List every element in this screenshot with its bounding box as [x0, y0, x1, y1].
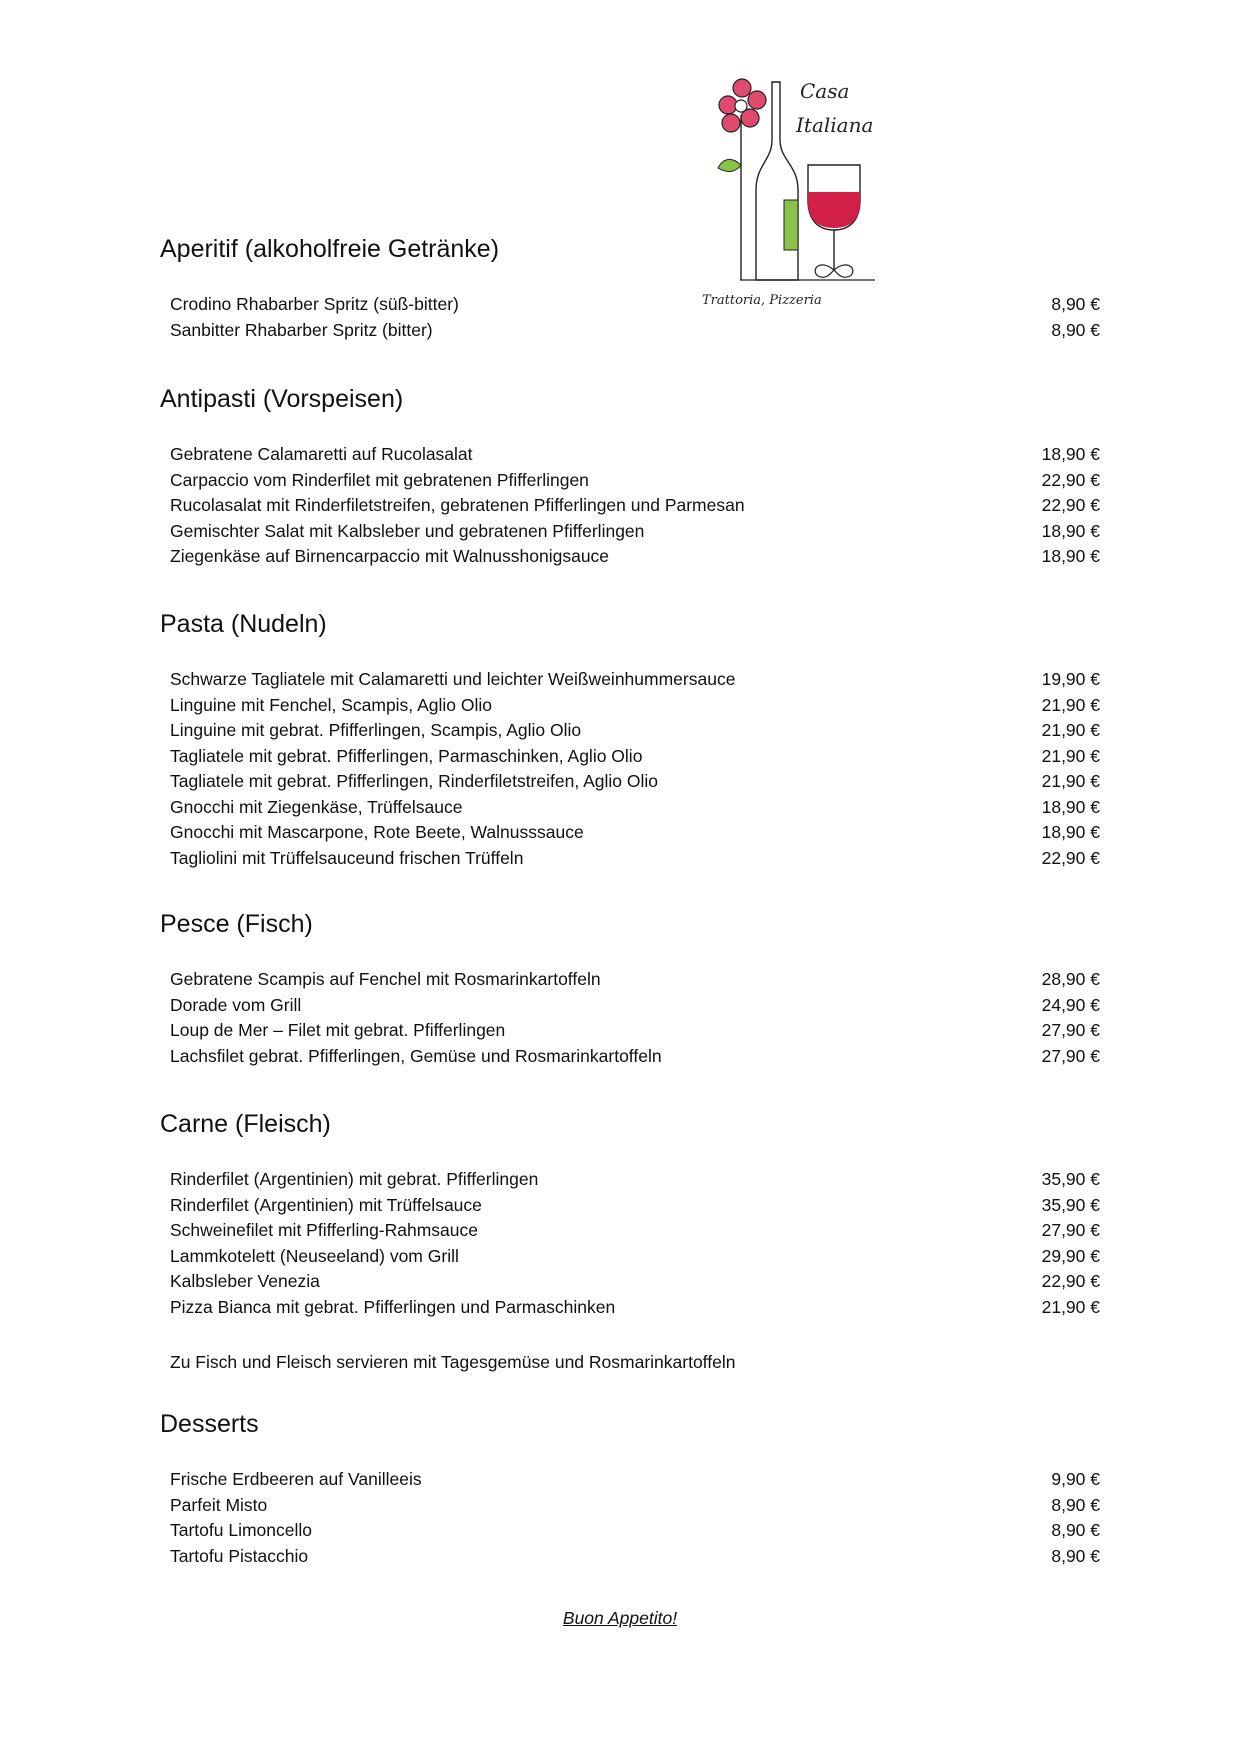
section-pesce: [160, 910, 1100, 1069]
item-name: Lammkotelett (Neuseeland) vom Grill: [170, 1245, 459, 1266]
menu-item: [160, 1193, 1100, 1219]
menu-item: [160, 468, 1100, 494]
item-name: Gebratene Calamaretti auf Rucolasalat: [170, 444, 473, 464]
item-price: 8,90 €: [1051, 1520, 1100, 1540]
item-price: 21,90 €: [1041, 720, 1100, 740]
item-price: 9,90 €: [1051, 1469, 1100, 1489]
menu-item: [160, 1044, 1100, 1070]
item-price: 29,90 €: [1041, 1245, 1100, 1266]
item-price: 18,90 €: [1041, 796, 1100, 817]
item-name: Sanbitter Rhabarber Spritz (bitter): [170, 319, 433, 340]
item-name: Linguine mit Fenchel, Scampis, Aglio Olio: [170, 694, 492, 715]
item-price: 35,90 €: [1041, 1169, 1100, 1189]
item-name: Ziegenkäse auf Birnencarpaccio mit Walnusshonigsauce: [170, 546, 610, 566]
item-price: 22,90 €: [1041, 495, 1100, 515]
item-name: Parfeit Misto: [170, 1494, 268, 1515]
item-price: 8,90 €: [1051, 1545, 1100, 1566]
item-name: Tagliolini mit Trüffelsauceund frischen Trüffeln: [170, 847, 524, 868]
section-title: Antipasti (Vorspeisen): [160, 385, 404, 413]
item-name: Tagliatele mit gebrat. Pfifferlingen, Parmaschinken, Aglio Olio: [170, 745, 643, 766]
menu-item: [160, 1295, 1100, 1321]
item-price: 8,90 €: [1051, 294, 1100, 314]
section-aperitif: [160, 235, 1100, 343]
item-name: Schweinefilet mit Pfifferling-Rahmsauce: [170, 1220, 479, 1240]
section-carne: [160, 1110, 1100, 1320]
item-price: 22,90 €: [1041, 847, 1100, 868]
item-name: Linguine mit gebrat. Pfifferlingen, Scampis, Aglio Olio: [170, 720, 582, 740]
item-name: Schwarze Tagliatele mit Calamaretti und leichter Weißweinhummersauce: [170, 669, 736, 689]
section-title: Carne (Fleisch): [160, 1110, 331, 1138]
item-price: 21,90 €: [1041, 1296, 1100, 1317]
menu-item: [160, 667, 1100, 693]
item-price: 21,90 €: [1041, 694, 1100, 715]
item-name: Dorade vom Grill: [170, 994, 302, 1015]
item-price: 22,90 €: [1041, 469, 1100, 490]
item-name: Rucolasalat mit Rinderfiletstreifen, gebratenen Pfifferlingen und Parmesan: [170, 495, 745, 515]
section-pasta: [160, 610, 1100, 871]
menu-item: [160, 442, 1100, 468]
item-name: Kalbsleber Venezia: [170, 1271, 320, 1291]
menu-item: [160, 544, 1100, 570]
item-name: Carpaccio vom Rinderfilet mit gebratenen Pfifferlingen: [170, 469, 589, 490]
footer-greeting: Buon Appetito!: [562, 1608, 678, 1628]
menu-item: [160, 493, 1100, 519]
menu-item: [160, 820, 1100, 846]
item-price: 27,90 €: [1041, 1045, 1100, 1066]
item-name: Rinderfilet (Argentinien) mit gebrat. Pfifferlingen: [170, 1169, 539, 1189]
menu-item: [160, 1218, 1100, 1244]
item-price: 21,90 €: [1041, 771, 1100, 791]
item-price: 21,90 €: [1041, 745, 1100, 766]
item-price: 27,90 €: [1041, 1020, 1100, 1040]
menu-item: [160, 1493, 1100, 1519]
item-price: 19,90 €: [1041, 669, 1100, 689]
item-name: Lachsfilet gebrat. Pfifferlingen, Gemüse und Rosmarinkartoffeln: [170, 1045, 662, 1066]
menu-item: [160, 1167, 1100, 1193]
section-title: Aperitif (alkoholfreie Getränke): [160, 235, 500, 263]
item-name: Tartofu Pistacchio: [170, 1545, 309, 1566]
menu-item: [160, 846, 1100, 872]
side-dish-note: Zu Fisch und Fleisch servieren mit Tagesgemüse und Rosmarinkartoffeln: [170, 1352, 736, 1372]
item-price: 18,90 €: [1041, 444, 1100, 464]
item-name: Pizza Bianca mit gebrat. Pfifferlingen und Parmaschinken: [170, 1296, 616, 1317]
item-price: 18,90 €: [1041, 520, 1100, 541]
menu-item: [160, 1018, 1100, 1044]
menu-item: [160, 744, 1100, 770]
item-name: Tartofu Limoncello: [170, 1520, 313, 1540]
menu-item: [160, 1269, 1100, 1295]
item-name: Frische Erdbeeren auf Vanilleeis: [170, 1469, 422, 1489]
menu-item: [160, 795, 1100, 821]
menu-item: [160, 967, 1100, 993]
item-price: 28,90 €: [1041, 969, 1100, 989]
item-price: 35,90 €: [1041, 1194, 1100, 1215]
menu-item: [160, 1467, 1100, 1493]
menu-item: [160, 769, 1100, 795]
logo-line2: Italiana: [796, 113, 874, 137]
item-name: Tagliatele mit gebrat. Pfifferlingen, Rinderfiletstreifen, Aglio Olio: [170, 771, 658, 791]
item-name: Rinderfilet (Argentinien) mit Trüffelsauce: [170, 1194, 482, 1215]
item-name: Gnocchi mit Ziegenkäse, Trüffelsauce: [170, 796, 463, 817]
logo-line1: Casa: [800, 79, 850, 103]
item-name: Loup de Mer – Filet mit gebrat. Pfifferlingen: [170, 1020, 506, 1040]
item-price: 24,90 €: [1041, 994, 1100, 1015]
item-price: 27,90 €: [1041, 1220, 1100, 1240]
item-price: 22,90 €: [1041, 1271, 1100, 1291]
menu-item: [160, 693, 1100, 719]
menu-item: [160, 1244, 1100, 1270]
menu-item: [160, 993, 1100, 1019]
menu-item: [160, 1544, 1100, 1570]
logo-tagline: Trattoria, Pizzeria: [702, 293, 822, 308]
section-title: Pesce (Fisch): [160, 910, 313, 938]
section-title: Pasta (Nudeln): [160, 610, 327, 638]
item-price: 8,90 €: [1051, 1494, 1100, 1515]
item-price: 18,90 €: [1041, 546, 1100, 566]
item-name: Crodino Rhabarber Spritz (süß-bitter): [170, 294, 459, 314]
item-price: 8,90 €: [1051, 319, 1100, 340]
item-price: 18,90 €: [1041, 822, 1100, 842]
menu-item: [160, 318, 1100, 344]
item-name: Gebratene Scampis auf Fenchel mit Rosmarinkartoffeln: [170, 969, 601, 989]
section-title: Desserts: [160, 1410, 259, 1438]
menu-item: [160, 1518, 1100, 1544]
item-name: Gemischter Salat mit Kalbsleber und gebratenen Pfifferlingen: [170, 520, 645, 541]
menu-item: [160, 519, 1100, 545]
section-antipasti: [160, 385, 1100, 570]
item-name: Gnocchi mit Mascarpone, Rote Beete, Walnusssauce: [170, 822, 584, 842]
section-desserts: [160, 1410, 1100, 1569]
menu-item: [160, 718, 1100, 744]
menu-item: [160, 292, 1100, 318]
